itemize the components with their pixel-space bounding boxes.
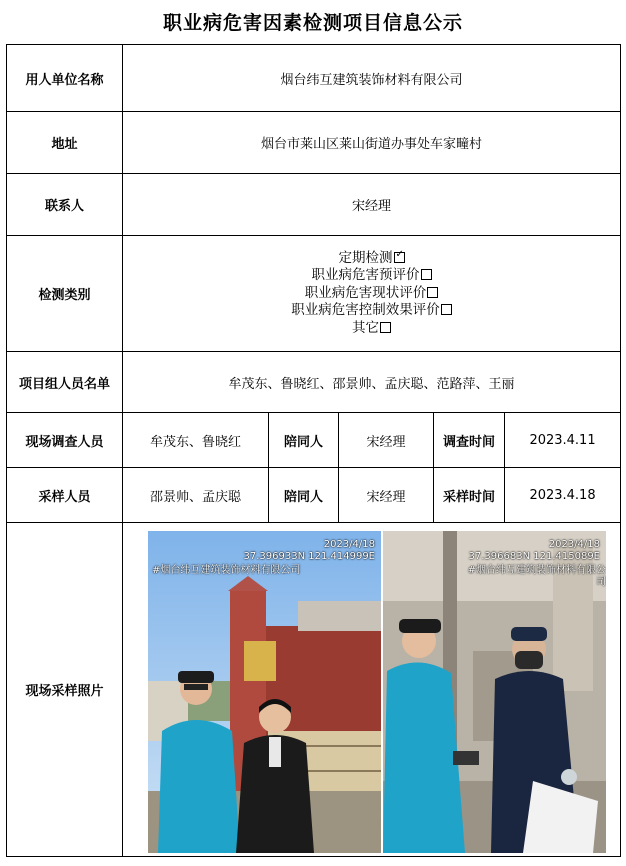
page-title: 职业病危害因素检测项目信息公示 — [162, 12, 463, 34]
survey-escort: 宋经理 — [339, 413, 434, 468]
survey-label: 现场调查人员 — [7, 413, 123, 468]
checkbox-empty-icon — [427, 287, 438, 298]
row-company — [7, 45, 621, 112]
row-category — [7, 236, 621, 352]
category-options — [123, 236, 621, 352]
survey-time-label: 调查时间 — [434, 413, 505, 468]
team-value: 牟茂东、鲁晓红、邵景帅、孟庆聪、范路萍、王丽 — [123, 352, 621, 413]
company-label: 用人单位名称 — [7, 45, 123, 112]
site-photo-left-image — [148, 531, 381, 853]
category-option: 职业病危害现状评价 — [123, 285, 620, 303]
survey-staff: 牟茂东、鲁晓红 — [123, 413, 269, 468]
category-option: 定期检测 ✓ — [338, 248, 404, 266]
sampling-label: 采样人员 — [7, 468, 123, 523]
photos-label: 现场采样照片 — [7, 523, 123, 857]
category-option: 其它 — [123, 320, 620, 338]
row-survey — [7, 413, 621, 468]
sampling-staff: 邵景帅、孟庆聪 — [123, 468, 269, 523]
checkbox-checked-icon: ✓ — [394, 252, 405, 263]
contact-value: 宋经理 — [123, 174, 621, 236]
photo-company-watermark: #烟台纬互建筑装饰材料有限公司 — [467, 564, 606, 588]
photo-coordinates: 37.396933N 121.414999E — [243, 550, 375, 562]
photo-coordinates: 37.396683N 121.415089E — [468, 550, 600, 562]
category-label: 检测类别 — [7, 236, 123, 352]
sampling-escort: 宋经理 — [339, 468, 434, 523]
checkbox-empty-icon — [421, 269, 432, 280]
site-photo-left — [148, 531, 381, 853]
category-option: 职业病危害预评价 — [123, 267, 620, 285]
photos-area — [123, 525, 620, 855]
survey-time: 2023.4.11 — [505, 413, 621, 468]
survey-escort-label: 陪同人 — [269, 413, 339, 468]
category-option: 职业病危害控制效果评价 — [123, 302, 620, 320]
row-team — [7, 352, 621, 413]
company-value: 烟台纬互建筑装饰材料有限公司 — [123, 45, 621, 112]
sampling-escort-label: 陪同人 — [269, 468, 339, 523]
photo-company-watermark: #烟台纬互建筑装饰材料有限公司 — [152, 564, 301, 576]
team-label: 项目组人员名单 — [7, 352, 123, 413]
sampling-time-label: 采样时间 — [434, 468, 505, 523]
row-address — [7, 112, 621, 174]
row-photos — [7, 523, 621, 857]
info-table — [6, 44, 621, 857]
address-value: 烟台市莱山区莱山街道办事处车家疃村 — [123, 112, 621, 174]
row-contact — [7, 174, 621, 236]
row-sampling — [7, 468, 621, 523]
address-label: 地址 — [7, 112, 123, 174]
checkbox-empty-icon — [380, 322, 391, 333]
sampling-time: 2023.4.18 — [505, 468, 621, 523]
photos-cell — [123, 523, 621, 857]
photo-timestamp: 2023/4/18 — [548, 538, 600, 550]
checkbox-empty-icon — [441, 304, 452, 315]
site-photo-right — [383, 531, 606, 853]
contact-label: 联系人 — [7, 174, 123, 236]
photo-timestamp: 2023/4/18 — [323, 538, 375, 550]
